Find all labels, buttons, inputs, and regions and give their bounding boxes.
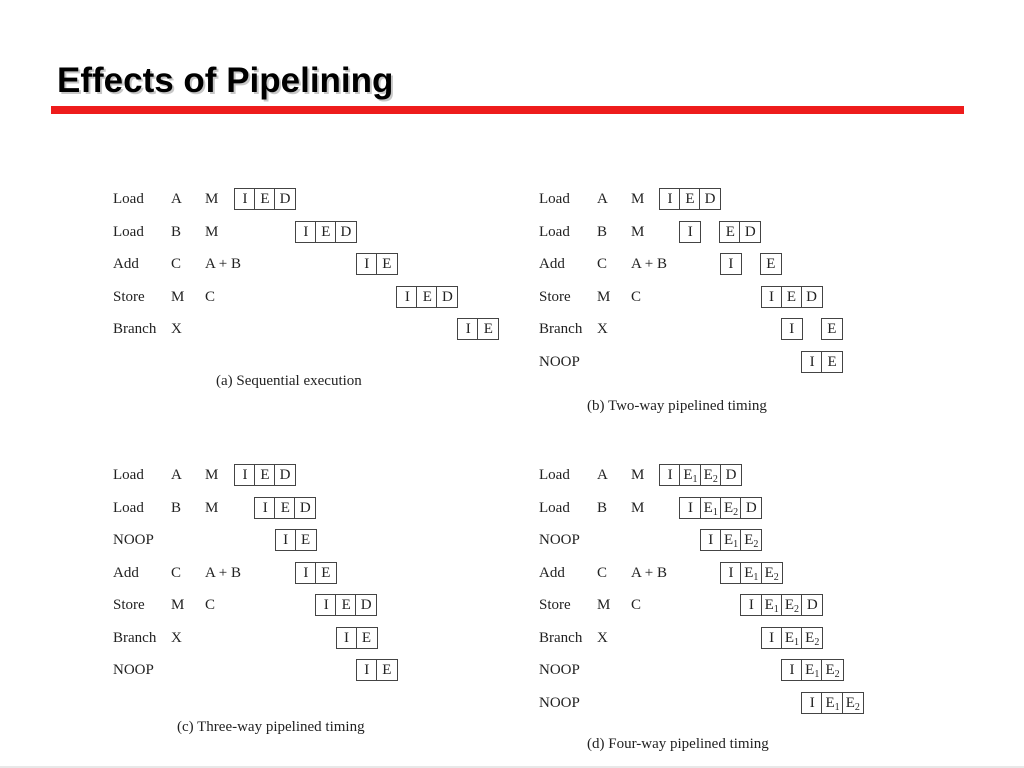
- stage-label: I: [728, 256, 734, 272]
- stage-box: [821, 351, 843, 373]
- instruction-row: [539, 692, 959, 714]
- stage-subscript: 1: [814, 669, 820, 680]
- stage-box: [274, 497, 296, 519]
- diagram-caption: (b) Two-way pipelined timing: [587, 398, 767, 414]
- stage-box: [781, 286, 803, 308]
- stage-subscript: 1: [753, 571, 759, 583]
- stage-label: D: [441, 288, 453, 305]
- stage-subscript: 2: [733, 506, 739, 518]
- stage-label: D: [360, 597, 372, 613]
- instruction-operand-1: A: [597, 467, 608, 483]
- stage-label: E: [422, 288, 432, 305]
- instruction-operand-1: B: [597, 223, 608, 240]
- stage-label: E: [764, 597, 774, 613]
- stage-label: E: [685, 191, 695, 207]
- stage-box: [740, 562, 762, 584]
- stage-subscript: 2: [794, 604, 800, 615]
- stage-label: D: [704, 191, 716, 207]
- stage-label: D: [725, 467, 737, 483]
- stage-label: I: [769, 629, 775, 646]
- instruction-opcode: Load: [539, 467, 570, 483]
- stage-label: E: [825, 694, 835, 711]
- stage-label: I: [262, 499, 268, 516]
- stage-box: [356, 659, 378, 681]
- stage-label: I: [242, 191, 248, 207]
- stage-subscript: 1: [794, 636, 800, 648]
- instruction-opcode: Load: [113, 191, 144, 207]
- instruction-opcode: Add: [539, 564, 565, 581]
- instruction-operand-1: M: [171, 288, 185, 305]
- stage-box: [679, 221, 701, 243]
- stage-label: I: [283, 532, 289, 548]
- stage-box: [700, 529, 722, 551]
- stage-label: D: [744, 223, 756, 240]
- instruction-opcode: Store: [539, 597, 571, 613]
- instruction-opcode: Load: [113, 467, 144, 483]
- instruction-operand-2: M: [631, 191, 645, 207]
- instruction-row: [113, 286, 533, 308]
- stage-label: E: [723, 532, 734, 548]
- stage-label: E: [766, 256, 776, 272]
- instruction-operand-1: A: [171, 467, 182, 483]
- instruction-operand-2: C: [631, 288, 642, 305]
- instruction-row: [113, 594, 533, 616]
- stage-label: I: [242, 467, 248, 483]
- stage-label: E: [723, 499, 734, 516]
- stage-box: [761, 562, 783, 584]
- instruction-row: [539, 188, 959, 210]
- stage-label: E: [260, 191, 270, 207]
- stage-box: [801, 659, 823, 681]
- instruction-operand-1: B: [171, 499, 182, 516]
- instruction-operand-2: C: [205, 288, 216, 305]
- stage-box: [761, 594, 783, 616]
- stage-box: [700, 464, 722, 486]
- instruction-opcode: Branch: [113, 321, 157, 337]
- stage-box: [336, 627, 358, 649]
- stage-label: E: [382, 256, 392, 272]
- stage-box: [356, 627, 378, 649]
- stage-box: [720, 253, 742, 275]
- stage-label: D: [806, 288, 817, 305]
- instruction-operand-2: M: [631, 223, 645, 240]
- stage-subscript: 1: [712, 506, 718, 518]
- stage-box: [335, 221, 357, 243]
- stage-box: [294, 497, 316, 519]
- instruction-operand-1: B: [171, 223, 182, 240]
- instruction-operand-2: A + B: [631, 564, 667, 581]
- stage-box: [396, 286, 418, 308]
- stage-box: [740, 594, 762, 616]
- stage-label: I: [303, 223, 309, 240]
- instruction-opcode: NOOP: [113, 662, 154, 678]
- stage-box: [295, 529, 317, 551]
- instruction-row: [539, 562, 959, 584]
- stage-label: E: [683, 467, 693, 483]
- instruction-operand-1: X: [597, 321, 608, 337]
- stage-label: D: [299, 499, 311, 516]
- stage-label: I: [364, 256, 370, 272]
- stage-label: E: [321, 564, 331, 581]
- stage-box: [720, 562, 742, 584]
- stage-label: E: [280, 499, 290, 516]
- stage-label: E: [845, 694, 855, 711]
- stage-box: [315, 594, 337, 616]
- stage-label: I: [303, 564, 309, 581]
- stage-label: D: [806, 597, 818, 613]
- stage-label: I: [687, 499, 693, 516]
- stage-label: I: [344, 629, 349, 646]
- stage-box: [254, 188, 276, 210]
- stage-box: [842, 692, 864, 714]
- stage-box: [315, 562, 337, 584]
- stage-box: [821, 692, 843, 714]
- instruction-opcode: Load: [539, 223, 570, 240]
- instruction-opcode: NOOP: [539, 353, 580, 370]
- stage-label: D: [279, 191, 291, 207]
- instruction-row: [113, 562, 533, 584]
- instruction-operand-1: C: [597, 256, 608, 272]
- stage-label: E: [825, 662, 835, 678]
- stage-box: [295, 221, 317, 243]
- instruction-row: [113, 188, 533, 210]
- stage-label: I: [748, 597, 754, 613]
- instruction-operand-1: X: [171, 629, 182, 646]
- stage-box: [376, 659, 398, 681]
- instruction-opcode: Branch: [113, 629, 157, 646]
- stage-label: E: [786, 288, 797, 305]
- stage-label: D: [279, 467, 291, 483]
- slide-title: Effects of Pipelining: [57, 61, 394, 100]
- stage-box: [781, 318, 803, 340]
- instruction-row: [539, 464, 959, 486]
- instruction-row: [113, 529, 533, 551]
- instruction-row: [113, 221, 533, 243]
- instruction-operand-2: A + B: [205, 256, 241, 272]
- stage-box: [355, 594, 377, 616]
- stage-box: [659, 188, 681, 210]
- stage-box: [801, 692, 823, 714]
- instruction-opcode: Add: [539, 256, 565, 272]
- stage-subscript: 1: [773, 604, 779, 615]
- stage-subscript: 1: [692, 474, 698, 485]
- instruction-operand-1: M: [597, 288, 611, 305]
- stage-subscript: 1: [733, 539, 739, 550]
- instruction-opcode: Branch: [539, 629, 583, 646]
- stage-label: I: [728, 564, 734, 581]
- instruction-opcode: Branch: [539, 321, 583, 337]
- stage-label: E: [744, 564, 754, 581]
- stage-box: [739, 221, 761, 243]
- stage-box: [720, 497, 742, 519]
- stage-box: [821, 659, 843, 681]
- stage-label: E: [805, 662, 815, 678]
- instruction-row: [113, 253, 533, 275]
- stage-box: [720, 464, 742, 486]
- stage-label: E: [784, 629, 795, 646]
- stage-box: [740, 497, 762, 519]
- stage-box: [760, 253, 782, 275]
- instruction-opcode: NOOP: [539, 532, 580, 548]
- stage-box: [700, 497, 722, 519]
- diagram-caption: (c) Three-way pipelined timing: [177, 719, 365, 735]
- stage-box: [376, 253, 398, 275]
- stage-box: [275, 529, 297, 551]
- stage-label: E: [361, 629, 372, 646]
- stage-label: E: [805, 629, 815, 646]
- stage-box: [274, 188, 296, 210]
- stage-box: [254, 464, 276, 486]
- instruction-row: [539, 351, 959, 373]
- stage-box: [457, 318, 479, 340]
- instruction-operand-2: M: [631, 467, 645, 483]
- stage-box: [740, 529, 762, 551]
- stage-label: E: [321, 223, 331, 240]
- instruction-opcode: Load: [113, 223, 144, 240]
- stage-box: [801, 594, 823, 616]
- instruction-operand-2: C: [205, 597, 216, 613]
- instruction-row: [539, 529, 959, 551]
- instruction-row: [539, 497, 959, 519]
- stage-box: [679, 464, 701, 486]
- instruction-operand-1: X: [597, 629, 608, 646]
- instruction-operand-2: C: [631, 597, 642, 613]
- stage-label: E: [382, 662, 392, 678]
- stage-box: [781, 594, 803, 616]
- stage-label: E: [341, 597, 351, 613]
- stage-box: [801, 351, 823, 373]
- instruction-operand-1: C: [597, 564, 608, 581]
- stage-box: [781, 627, 803, 649]
- stage-label: E: [483, 321, 493, 337]
- stage-label: E: [827, 321, 837, 337]
- stage-box: [436, 286, 458, 308]
- stage-label: E: [703, 499, 713, 516]
- instruction-opcode: Load: [113, 499, 144, 516]
- instruction-opcode: NOOP: [113, 532, 154, 548]
- instruction-operand-2: M: [205, 499, 219, 516]
- instruction-operand-1: A: [597, 191, 608, 207]
- instruction-operand-1: B: [597, 499, 608, 516]
- stage-label: I: [789, 321, 795, 337]
- instruction-opcode: NOOP: [539, 662, 580, 678]
- stage-box: [719, 221, 741, 243]
- title-underline: [51, 106, 964, 114]
- instruction-row: [113, 464, 533, 486]
- stage-box: [699, 188, 721, 210]
- instruction-operand-1: X: [171, 321, 182, 337]
- instruction-operand-2: A + B: [631, 256, 667, 272]
- stage-label: I: [667, 467, 673, 483]
- stage-box: [761, 627, 783, 649]
- stage-box: [274, 464, 296, 486]
- instruction-row: [539, 594, 959, 616]
- instruction-operand-1: C: [171, 564, 182, 581]
- stage-label: E: [301, 532, 311, 548]
- stage-label: I: [667, 191, 673, 207]
- stage-box: [234, 464, 256, 486]
- stage-label: I: [465, 321, 471, 337]
- stage-label: E: [784, 597, 795, 613]
- stage-label: D: [340, 223, 352, 240]
- instruction-opcode: NOOP: [539, 694, 580, 711]
- instruction-row: [113, 497, 533, 519]
- instruction-opcode: Store: [113, 597, 145, 613]
- instruction-operand-2: M: [205, 191, 219, 207]
- stage-label: I: [323, 597, 329, 613]
- stage-box: [295, 562, 317, 584]
- stage-subscript: 2: [753, 539, 759, 550]
- stage-box: [821, 318, 843, 340]
- stage-label: E: [725, 223, 735, 240]
- instruction-row: [539, 627, 959, 649]
- stage-subscript: 1: [834, 701, 840, 713]
- stage-label: I: [769, 288, 774, 305]
- stage-box: [679, 188, 701, 210]
- stage-label: I: [789, 662, 795, 678]
- instruction-opcode: Load: [539, 191, 570, 207]
- instruction-row: [539, 286, 959, 308]
- instruction-row: [113, 659, 533, 681]
- stage-box: [315, 221, 337, 243]
- stage-label: E: [764, 564, 774, 581]
- stage-subscript: 2: [814, 636, 820, 648]
- stage-label: E: [260, 467, 270, 483]
- stage-box: [761, 286, 783, 308]
- stage-label: I: [809, 353, 815, 370]
- stage-label: D: [745, 499, 757, 516]
- instruction-operand-1: A: [171, 191, 182, 207]
- stage-box: [477, 318, 499, 340]
- instruction-row: [539, 659, 959, 681]
- stage-label: I: [809, 694, 815, 711]
- stage-subscript: 2: [854, 701, 860, 713]
- stage-label: I: [364, 662, 370, 678]
- stage-box: [801, 286, 823, 308]
- stage-box: [416, 286, 438, 308]
- instruction-operand-2: A + B: [205, 564, 241, 581]
- stage-label: I: [708, 532, 714, 548]
- stage-label: I: [404, 288, 410, 305]
- stage-subscript: 2: [834, 669, 840, 680]
- stage-box: [801, 627, 823, 649]
- stage-box: [659, 464, 681, 486]
- instruction-row: [113, 318, 533, 340]
- stage-box: [781, 659, 803, 681]
- stage-subscript: 2: [712, 474, 718, 485]
- instruction-row: [539, 221, 959, 243]
- instruction-operand-1: M: [597, 597, 611, 613]
- instruction-opcode: Store: [113, 288, 145, 305]
- stage-box: [679, 497, 701, 519]
- stage-box: [720, 529, 742, 551]
- stage-label: E: [827, 353, 837, 370]
- stage-box: [356, 253, 378, 275]
- instruction-opcode: Add: [113, 564, 139, 581]
- instruction-row: [539, 318, 959, 340]
- instruction-opcode: Store: [539, 288, 571, 305]
- diagram-caption: (a) Sequential execution: [216, 373, 362, 389]
- instruction-operand-2: M: [205, 467, 219, 483]
- instruction-row: [113, 627, 533, 649]
- instruction-operand-1: C: [171, 256, 182, 272]
- stage-label: E: [744, 532, 754, 548]
- instruction-opcode: Load: [539, 499, 570, 516]
- instruction-operand-2: M: [631, 499, 645, 516]
- instruction-operand-2: M: [205, 223, 219, 240]
- stage-box: [234, 188, 256, 210]
- stage-label: E: [703, 467, 713, 483]
- instruction-operand-1: M: [171, 597, 185, 613]
- stage-box: [335, 594, 357, 616]
- stage-label: I: [687, 223, 693, 240]
- instruction-row: [539, 253, 959, 275]
- instruction-opcode: Add: [113, 256, 139, 272]
- diagram-caption: (d) Four-way pipelined timing: [587, 736, 769, 752]
- stage-subscript: 2: [773, 571, 779, 583]
- stage-box: [254, 497, 276, 519]
